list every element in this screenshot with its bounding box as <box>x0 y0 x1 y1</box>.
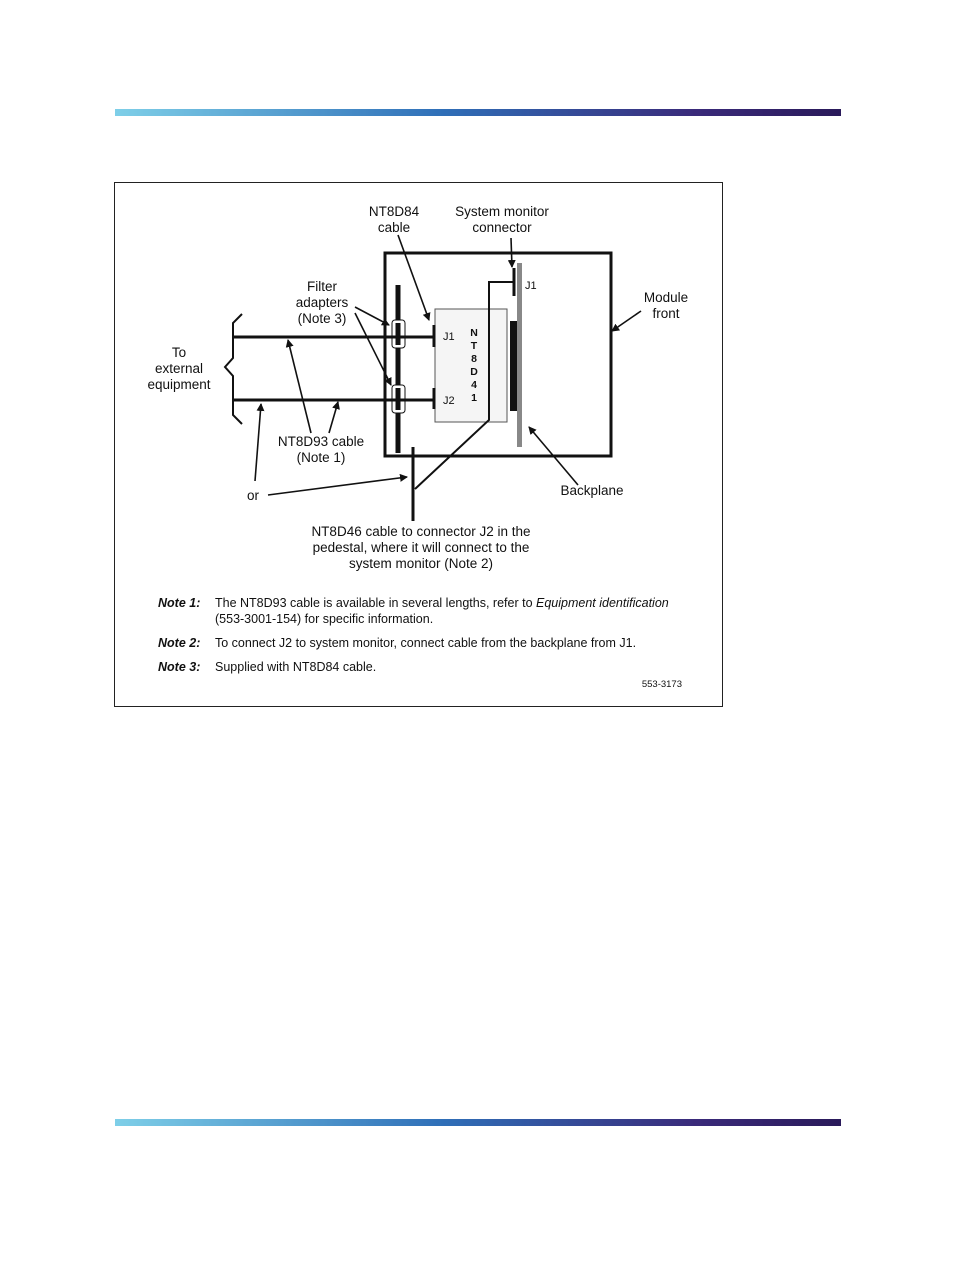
note-1-text: The NT8D93 cable is available in several lengths, refer to <box>215 596 536 610</box>
card-char-6: 1 <box>471 392 477 404</box>
label-card-j2: J2 <box>443 395 455 407</box>
card-char-1: N <box>470 327 478 339</box>
note-1-text-after: (553-3001-154) for specific information. <box>215 612 434 626</box>
label-sysmon-2: connector <box>472 220 532 235</box>
note-3-label: Note 3: <box>158 660 201 674</box>
label-filter-3: (Note 3) <box>297 311 347 326</box>
label-external-2: external <box>154 361 204 376</box>
label-nt8d84-2: cable <box>377 220 411 235</box>
label-nt8d46-3: system monitor (Note 2) <box>348 556 494 571</box>
label-filter-1: Filter <box>307 279 337 294</box>
header-gradient-bar <box>115 109 841 116</box>
label-nt8d46-1: NT8D46 cable to connector J2 in the <box>311 524 531 539</box>
note-3-text: Supplied with NT8D84 cable. <box>215 660 377 674</box>
label-backplane-j1: J1 <box>525 280 537 292</box>
label-module-2: front <box>652 306 680 321</box>
label-or: or <box>246 488 260 503</box>
card-char-3: 8 <box>471 353 477 365</box>
note-1 <box>158 595 698 627</box>
label-nt8d93-1: NT8D93 cable <box>277 434 365 449</box>
card-char-4: D <box>470 366 478 378</box>
figure-notes <box>158 595 698 683</box>
note-3 <box>158 659 698 675</box>
note-1-italic: Equipment identification <box>536 596 669 610</box>
backplane-connector-block <box>510 321 517 411</box>
note-2-text: To connect J2 to system monitor, connect cable from the backplane from J1. <box>215 636 637 650</box>
label-sysmon-1: System monitor <box>455 204 549 219</box>
label-backplane: Backplane <box>560 483 624 498</box>
figure-id: 553-3173 <box>641 679 682 690</box>
label-nt8d93-2: (Note 1) <box>296 450 346 465</box>
backplane-bar <box>517 263 522 447</box>
label-nt8d46-2: pedestal, where it will connect to the <box>312 540 530 555</box>
figure-frame <box>114 182 723 707</box>
label-nt8d84-1: NT8D84 <box>368 204 420 219</box>
external-bracket <box>225 314 242 424</box>
label-module-1: Module <box>643 290 689 305</box>
label-filter-2: adapters <box>295 295 349 310</box>
card-char-5: 4 <box>471 379 477 391</box>
note-2-label: Note 2: <box>158 636 201 650</box>
note-1-label: Note 1: <box>158 596 201 610</box>
note-2 <box>158 635 698 651</box>
label-card-j1: J1 <box>443 331 455 343</box>
label-external-1: To <box>171 345 187 360</box>
card-char-2: T <box>470 340 478 352</box>
footer-gradient-bar <box>115 1119 841 1126</box>
label-external-3: equipment <box>147 377 211 392</box>
